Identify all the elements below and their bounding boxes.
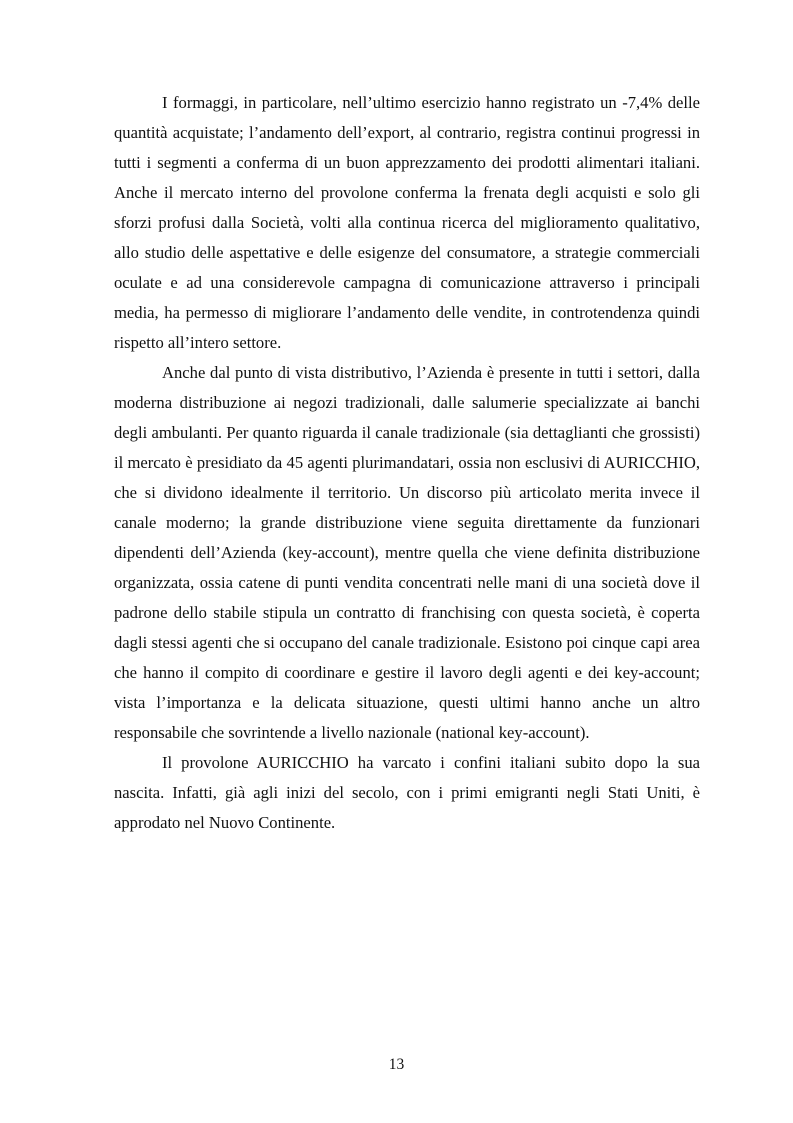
paragraph-distribuzione: Anche dal punto di vista distributivo, l’Azienda è presente in tutti i settori, dalla moderna distribuzione ai negozi tradizionali, dalle salumerie specializzate ai banchi degli ambulanti. Per quanto riguarda il canale tradizionale (sia dettaglianti che grossisti) il mercato è presidiato da 45 agenti plurimandatari, ossia non esclusivi di AURICCHIO, che si dividono idealmente il territorio. Un discorso più articolato merita invece il canale moderno; la grande distribuzione viene seguita direttamente da funzionari dipendenti dell’Azienda (key-account), mentre quella che viene definita distribuzione organizzata, ossia catene di punti vendita concentrati nelle mani di una società dove il padrone dello stabile stipula un contratto di franchising con questa società, è coperta dagli stessi agenti che si occupano del canale tradizionale. Esistono poi cinque capi area che hanno il compito di coordinare e gestire il lavoro degli agenti e dei key-account; vista l’importanza e la delicata situazione, questi ultimi hanno anche un altro responsabile che sovrintende a livello nazionale (national key-account). bbox=[114, 363, 700, 742]
body-text bbox=[114, 88, 700, 838]
paragraph-export: Il provolone AURICCHIO ha varcato i confini italiani subito dopo la sua nascita. Infatti, già agli inizi del secolo, con i primi emigranti negli Stati Uniti, è approdato nel Nuovo Continente. bbox=[114, 753, 700, 832]
page-number: 13 bbox=[388, 1056, 405, 1073]
paragraph-formaggi: I formaggi, in particolare, nell’ultimo esercizio hanno registrato un -7,4% delle quantità acquistate; l’andamento dell’export, al contrario, registra continui progressi in tutti i segmenti a conferma di un buon apprezzamento dei prodotti alimentari italiani. Anche il mercato interno del provolone conferma la frenata degli acquisti e solo gli sforzi profusi dalla Società, volti alla continua ricerca del miglioramento qualitativo, allo studio delle aspettative e delle esigenze del consumatore, a strategie commerciali oculate e ad una considerevole campagna di comunicazione attraverso i principali media, ha permesso di migliorare l’andamento delle vendite, in controtendenza quindi rispetto all’intero settore. bbox=[114, 93, 700, 352]
